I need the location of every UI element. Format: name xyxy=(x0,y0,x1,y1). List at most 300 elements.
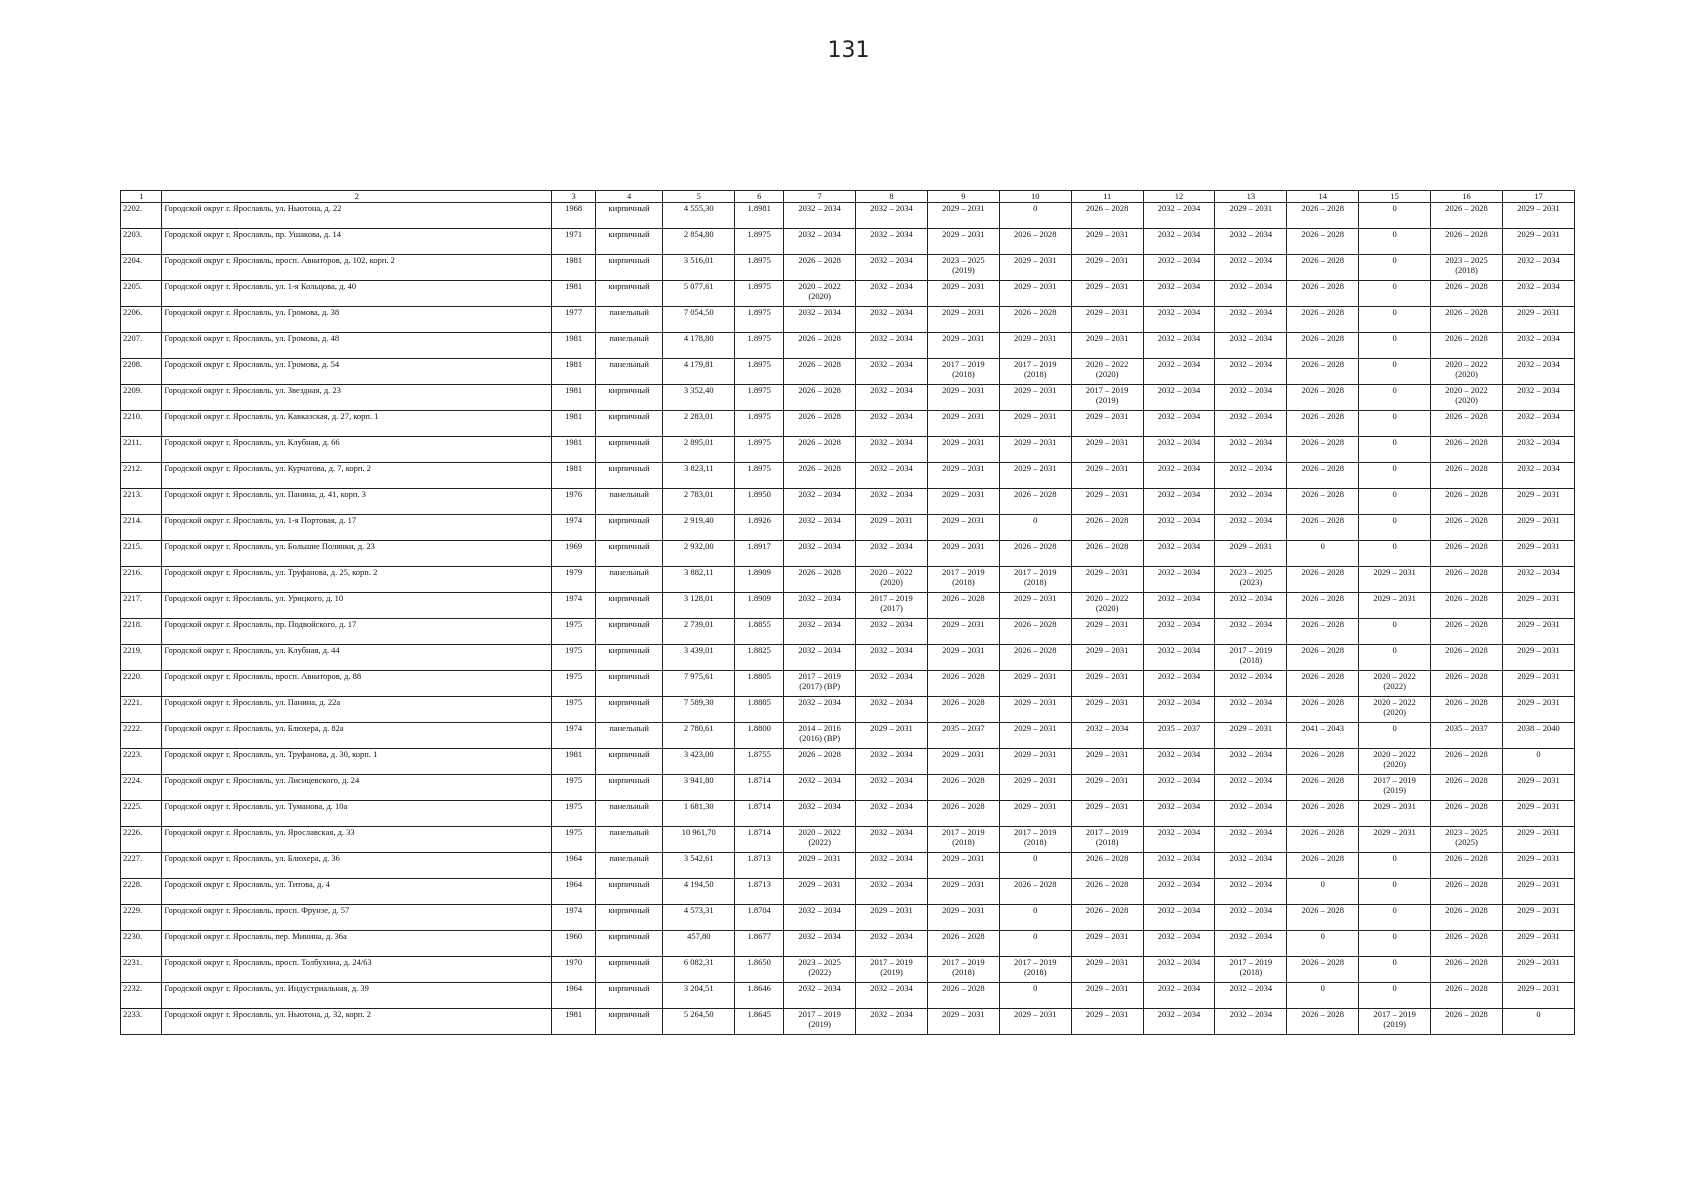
table-cell: 2032 – 2034 xyxy=(784,307,856,333)
table-cell: 2020 – 2022 (2020) xyxy=(1071,359,1143,385)
table-cell: 2032 – 2034 xyxy=(1143,775,1215,801)
table-cell: 1.8755 xyxy=(735,749,784,775)
table-cell: 2029 – 2031 xyxy=(784,879,856,905)
table-cell: 2032 – 2034 xyxy=(1502,411,1574,437)
column-number: 12 xyxy=(1143,191,1215,203)
table-cell: 2029 – 2031 xyxy=(927,229,999,255)
table-cell: 2029 – 2031 xyxy=(1071,255,1143,281)
table-cell: 2032 – 2034 xyxy=(1143,281,1215,307)
table-cell: 2035 – 2037 xyxy=(1143,723,1215,749)
table-cell: 2032 – 2034 xyxy=(1143,463,1215,489)
table-cell: 1975 xyxy=(552,827,596,853)
table-row xyxy=(121,853,1575,879)
table-cell: 2032 – 2034 xyxy=(1215,931,1287,957)
table-cell: 0 xyxy=(1502,749,1574,775)
table-cell: 1.8805 xyxy=(735,671,784,697)
table-cell: 2029 – 2031 xyxy=(1359,827,1431,853)
table-row xyxy=(121,385,1575,411)
table-cell: 2026 – 2028 xyxy=(1071,905,1143,931)
table-row xyxy=(121,957,1575,983)
table-cell: 2026 – 2028 xyxy=(1287,567,1359,593)
table-cell: 2029 – 2031 xyxy=(1071,801,1143,827)
table-cell: 3 542,61 xyxy=(663,853,735,879)
table-cell: 2020 – 2022 (2020) xyxy=(1359,749,1431,775)
address-cell: Городской округ г. Ярославль, ул. Громова, д. 48 xyxy=(162,333,552,359)
table-cell: 1.8917 xyxy=(735,541,784,567)
table-row xyxy=(121,801,1575,827)
table-cell: 2029 – 2031 xyxy=(1502,593,1574,619)
table-cell: 2029 – 2031 xyxy=(927,853,999,879)
table-cell: 2026 – 2028 xyxy=(784,385,856,411)
table-cell: панельный xyxy=(595,567,663,593)
table-cell: 2029 – 2031 xyxy=(1215,541,1287,567)
table-row xyxy=(121,671,1575,697)
table-cell: 2026 – 2028 xyxy=(1431,749,1503,775)
table-cell: 2041 – 2043 xyxy=(1287,723,1359,749)
column-number: 13 xyxy=(1215,191,1287,203)
table-cell: 2023 – 2025 (2022) xyxy=(784,957,856,983)
table-cell: 2029 – 2031 xyxy=(1071,775,1143,801)
table-row xyxy=(121,749,1575,775)
table-cell: 2032 – 2034 xyxy=(1143,593,1215,619)
table-cell: 2032 – 2034 xyxy=(1143,515,1215,541)
table-cell: 2017 – 2019 (2019) xyxy=(1071,385,1143,411)
table-cell: 5 077,61 xyxy=(663,281,735,307)
table-cell: 0 xyxy=(999,983,1071,1009)
table-cell: 2026 – 2028 xyxy=(927,983,999,1009)
table-cell: 3 823,11 xyxy=(663,463,735,489)
table-cell: 2029 – 2031 xyxy=(927,437,999,463)
table-cell: 2032 – 2034 xyxy=(856,489,928,515)
address-cell: Городской округ г. Ярославль, ул. Панина, д. 22а xyxy=(162,697,552,723)
table-cell: 2029 – 2031 xyxy=(1502,307,1574,333)
table-cell: 0 xyxy=(1359,957,1431,983)
table-cell: 1.8714 xyxy=(735,775,784,801)
table-cell: 2032 – 2034 xyxy=(856,1009,928,1035)
table-cell: 0 xyxy=(1359,853,1431,879)
table-cell: 1960 xyxy=(552,931,596,957)
address-cell: Городской округ г. Ярославль, ул. Урицкого, д. 10 xyxy=(162,593,552,619)
table-cell: 2032 – 2034 xyxy=(1143,853,1215,879)
table-cell: 1.8975 xyxy=(735,281,784,307)
table-row xyxy=(121,723,1575,749)
table-cell: 2026 – 2028 xyxy=(1287,827,1359,853)
table-cell: 2032 – 2034 xyxy=(856,307,928,333)
table-cell: 7 054,50 xyxy=(663,307,735,333)
table-cell: кирпичный xyxy=(595,203,663,229)
table-cell: 1.8713 xyxy=(735,853,784,879)
table-cell: 1.8975 xyxy=(735,333,784,359)
table-cell: 0 xyxy=(1359,619,1431,645)
table-cell: 2032 – 2034 xyxy=(1143,905,1215,931)
table-cell: 2032 – 2034 xyxy=(1143,749,1215,775)
row-number-cell: 2230. xyxy=(121,931,162,957)
address-cell: Городской округ г. Ярославль, ул. Громова, д. 54 xyxy=(162,359,552,385)
table-row xyxy=(121,229,1575,255)
table-cell: 1968 xyxy=(552,203,596,229)
table-cell: 2023 – 2025 (2018) xyxy=(1431,255,1503,281)
column-number: 4 xyxy=(595,191,663,203)
table-cell: 2026 – 2028 xyxy=(999,489,1071,515)
table-cell: 2017 – 2019 (2019) xyxy=(1359,1009,1431,1035)
table-cell: 1.8975 xyxy=(735,255,784,281)
table-cell: 0 xyxy=(1287,541,1359,567)
table-cell: панельный xyxy=(595,853,663,879)
table-cell: 2020 – 2022 (2020) xyxy=(856,567,928,593)
address-cell: Городской округ г. Ярославль, просп. Фрунзе, д. 57 xyxy=(162,905,552,931)
column-number: 6 xyxy=(735,191,784,203)
table-cell: 3 423,00 xyxy=(663,749,735,775)
table-row xyxy=(121,541,1575,567)
address-cell: Городской округ г. Ярославль, ул. Труфанова, д. 25, корп. 2 xyxy=(162,567,552,593)
table-cell: 1981 xyxy=(552,1009,596,1035)
table-cell: 2032 – 2034 xyxy=(1071,723,1143,749)
table-cell: 2029 – 2031 xyxy=(1502,775,1574,801)
table-cell: 2017 – 2019 (2018) xyxy=(999,567,1071,593)
table-cell: 2026 – 2028 xyxy=(1431,515,1503,541)
table-cell: 2032 – 2034 xyxy=(856,931,928,957)
table-body xyxy=(121,203,1575,1035)
table-cell: 1.8975 xyxy=(735,359,784,385)
address-cell: Городской округ г. Ярославль, ул. Панина, д. 41, корп. 3 xyxy=(162,489,552,515)
table-cell: 2026 – 2028 xyxy=(1287,203,1359,229)
table-cell: 2029 – 2031 xyxy=(1071,645,1143,671)
table-cell: 2026 – 2028 xyxy=(1431,567,1503,593)
address-cell: Городской округ г. Ярославль, ул. 1-я Портовая, д. 17 xyxy=(162,515,552,541)
table-cell: 0 xyxy=(1359,983,1431,1009)
table-cell: 2026 – 2028 xyxy=(927,671,999,697)
table-cell: 1981 xyxy=(552,749,596,775)
table-cell: 2029 – 2031 xyxy=(1071,463,1143,489)
table-cell: 2026 – 2028 xyxy=(1287,411,1359,437)
row-number-cell: 2215. xyxy=(121,541,162,567)
table-cell: 1.8713 xyxy=(735,879,784,905)
table-cell: 2029 – 2031 xyxy=(1071,333,1143,359)
table-cell: 2026 – 2028 xyxy=(1287,463,1359,489)
table-cell: 2032 – 2034 xyxy=(1143,489,1215,515)
table-cell: 2032 – 2034 xyxy=(1215,359,1287,385)
table-cell: 2032 – 2034 xyxy=(1502,333,1574,359)
table-cell: 2032 – 2034 xyxy=(856,983,928,1009)
column-number: 1 xyxy=(121,191,162,203)
table-cell: 1.8975 xyxy=(735,385,784,411)
table-cell: 2032 – 2034 xyxy=(1215,697,1287,723)
table-cell: 2026 – 2028 xyxy=(927,801,999,827)
row-number-cell: 2218. xyxy=(121,619,162,645)
table-cell: 2026 – 2028 xyxy=(1287,853,1359,879)
table-cell: 2026 – 2028 xyxy=(1287,437,1359,463)
table-cell: 1.8975 xyxy=(735,437,784,463)
table-cell: 2026 – 2028 xyxy=(1071,879,1143,905)
table-cell: 2032 – 2034 xyxy=(784,983,856,1009)
table-cell: 2026 – 2028 xyxy=(1431,619,1503,645)
table-row xyxy=(121,515,1575,541)
table-cell: 4 178,80 xyxy=(663,333,735,359)
table-cell: 2029 – 2031 xyxy=(1502,645,1574,671)
table-cell: кирпичный xyxy=(595,281,663,307)
table-cell: 2026 – 2028 xyxy=(784,333,856,359)
table-cell: 2029 – 2031 xyxy=(999,333,1071,359)
table-cell: 2026 – 2028 xyxy=(1431,931,1503,957)
table-cell: 2029 – 2031 xyxy=(1071,307,1143,333)
table-row xyxy=(121,593,1575,619)
table-cell: 2032 – 2034 xyxy=(1215,905,1287,931)
table-cell: 1981 xyxy=(552,281,596,307)
table-cell: 0 xyxy=(1359,229,1431,255)
table-cell: 2032 – 2034 xyxy=(1502,463,1574,489)
table-cell: 3 882,11 xyxy=(663,567,735,593)
table-cell: панельный xyxy=(595,801,663,827)
table-cell: 2020 – 2022 (2020) xyxy=(1359,697,1431,723)
table-cell: 2032 – 2034 xyxy=(1215,879,1287,905)
table-cell: 2032 – 2034 xyxy=(856,229,928,255)
table-cell: 1981 xyxy=(552,385,596,411)
table-cell: 2029 – 2031 xyxy=(999,697,1071,723)
table-cell: 0 xyxy=(1359,463,1431,489)
table-cell: 2017 – 2019 (2019) xyxy=(784,1009,856,1035)
column-number-row xyxy=(121,191,1575,203)
table-cell: 2032 – 2034 xyxy=(1215,489,1287,515)
table-cell: 2032 – 2034 xyxy=(1143,983,1215,1009)
table-cell: 2017 – 2019 (2018) xyxy=(999,957,1071,983)
table-cell: панельный xyxy=(595,307,663,333)
page-number: 131 xyxy=(827,38,870,63)
table-cell: 2035 – 2037 xyxy=(1431,723,1503,749)
table-cell: 0 xyxy=(1359,931,1431,957)
table-cell: 2029 – 2031 xyxy=(1502,931,1574,957)
table-row xyxy=(121,333,1575,359)
table-cell: 0 xyxy=(1359,281,1431,307)
table-cell: 2 783,01 xyxy=(663,489,735,515)
table-cell: 2032 – 2034 xyxy=(1215,307,1287,333)
table-cell: 2032 – 2034 xyxy=(1215,333,1287,359)
table-cell: 2029 – 2031 xyxy=(1071,697,1143,723)
table-cell: 2032 – 2034 xyxy=(856,853,928,879)
table-cell: 2026 – 2028 xyxy=(1287,1009,1359,1035)
table-cell: 1.8975 xyxy=(735,229,784,255)
table-cell: 2017 – 2019 (2019) xyxy=(1359,775,1431,801)
table-cell: 2029 – 2031 xyxy=(927,281,999,307)
row-number-cell: 2204. xyxy=(121,255,162,281)
table-cell: 2029 – 2031 xyxy=(1071,749,1143,775)
row-number-cell: 2203. xyxy=(121,229,162,255)
row-number-cell: 2209. xyxy=(121,385,162,411)
table-cell: 2032 – 2034 xyxy=(784,489,856,515)
table-cell: 1970 xyxy=(552,957,596,983)
table-cell: кирпичный xyxy=(595,931,663,957)
table-cell: 2032 – 2034 xyxy=(1215,619,1287,645)
table-cell: 0 xyxy=(1359,515,1431,541)
table-cell: кирпичный xyxy=(595,983,663,1009)
table-cell: 2032 – 2034 xyxy=(1215,515,1287,541)
table-cell: 2026 – 2028 xyxy=(927,697,999,723)
table-cell: 2026 – 2028 xyxy=(1287,359,1359,385)
table-cell: 2029 – 2031 xyxy=(856,723,928,749)
row-number-cell: 2219. xyxy=(121,645,162,671)
table-cell: 2 739,01 xyxy=(663,619,735,645)
table-cell: 2026 – 2028 xyxy=(1287,385,1359,411)
table-cell: 2029 – 2031 xyxy=(999,749,1071,775)
table-cell: 2026 – 2028 xyxy=(1431,203,1503,229)
table-cell: 0 xyxy=(1359,437,1431,463)
table-cell: 1.8714 xyxy=(735,801,784,827)
table-cell: 2032 – 2034 xyxy=(856,541,928,567)
table-cell: 2029 – 2031 xyxy=(999,593,1071,619)
table-row xyxy=(121,645,1575,671)
table-cell: 0 xyxy=(1359,203,1431,229)
table-cell: 3 516,01 xyxy=(663,255,735,281)
table-cell: 2032 – 2034 xyxy=(784,931,856,957)
table-cell: 5 264,50 xyxy=(663,1009,735,1035)
table-cell: 2032 – 2034 xyxy=(1215,229,1287,255)
table-cell: кирпичный xyxy=(595,957,663,983)
table-cell: кирпичный xyxy=(595,671,663,697)
table-cell: 2026 – 2028 xyxy=(1287,957,1359,983)
table-cell: 2032 – 2034 xyxy=(1215,593,1287,619)
table-cell: 1977 xyxy=(552,307,596,333)
table-cell: 2026 – 2028 xyxy=(1431,229,1503,255)
table-cell: 2017 – 2019 (2018) xyxy=(1215,645,1287,671)
table-row xyxy=(121,359,1575,385)
table-cell: 1.8646 xyxy=(735,983,784,1009)
table-row xyxy=(121,411,1575,437)
column-number: 15 xyxy=(1359,191,1431,203)
table-cell: кирпичный xyxy=(595,463,663,489)
housing-registry-table xyxy=(120,190,1575,1035)
address-cell: Городской округ г. Ярославль, ул. Кавказская, д. 27, корп. 1 xyxy=(162,411,552,437)
table-cell: 1971 xyxy=(552,229,596,255)
table-cell: 2032 – 2034 xyxy=(856,385,928,411)
table-cell: 1.8714 xyxy=(735,827,784,853)
table-cell: 2032 – 2034 xyxy=(856,619,928,645)
table-cell: кирпичный xyxy=(595,255,663,281)
table-cell: 1975 xyxy=(552,801,596,827)
table-cell: 1981 xyxy=(552,463,596,489)
table-cell: 2029 – 2031 xyxy=(927,879,999,905)
column-number: 5 xyxy=(663,191,735,203)
address-cell: Городской округ г. Ярославль, ул. Блюхера, д. 36 xyxy=(162,853,552,879)
table-cell: 2020 – 2022 (2020) xyxy=(1431,359,1503,385)
table-cell: 2026 – 2028 xyxy=(999,229,1071,255)
table-cell: 2029 – 2031 xyxy=(1071,489,1143,515)
table-cell: 0 xyxy=(1359,489,1431,515)
table-cell: 2032 – 2034 xyxy=(784,541,856,567)
table-cell: 2029 – 2031 xyxy=(1215,203,1287,229)
table-cell: 1975 xyxy=(552,671,596,697)
table-cell: 2029 – 2031 xyxy=(1502,983,1574,1009)
table-cell: 2029 – 2031 xyxy=(999,463,1071,489)
column-number: 7 xyxy=(784,191,856,203)
table-cell: кирпичный xyxy=(595,385,663,411)
table-cell: 2032 – 2034 xyxy=(1143,333,1215,359)
table-cell: 1981 xyxy=(552,333,596,359)
table-cell: 2026 – 2028 xyxy=(1287,697,1359,723)
table-cell: 2032 – 2034 xyxy=(1143,203,1215,229)
table-cell: 1975 xyxy=(552,619,596,645)
table-cell: 1.8950 xyxy=(735,489,784,515)
table-cell: 2032 – 2034 xyxy=(1215,801,1287,827)
table-cell: 2032 – 2034 xyxy=(1143,931,1215,957)
address-cell: Городской округ г. Ярославль, ул. Ньютона, д. 22 xyxy=(162,203,552,229)
table-cell: 2026 – 2028 xyxy=(784,411,856,437)
table-row xyxy=(121,567,1575,593)
table-cell: 0 xyxy=(1359,879,1431,905)
table-row xyxy=(121,879,1575,905)
table-cell: 2026 – 2028 xyxy=(1287,281,1359,307)
table-cell: 2026 – 2028 xyxy=(784,749,856,775)
table-cell: 2032 – 2034 xyxy=(1143,541,1215,567)
address-cell: Городской округ г. Ярославль, ул. Лисицевского, д. 24 xyxy=(162,775,552,801)
row-number-cell: 2226. xyxy=(121,827,162,853)
table-cell: панельный xyxy=(595,359,663,385)
table-cell: 1974 xyxy=(552,515,596,541)
table-cell: 2029 – 2031 xyxy=(999,723,1071,749)
table-cell: 2 932,00 xyxy=(663,541,735,567)
table-cell: 2032 – 2034 xyxy=(1502,567,1574,593)
table-cell: 3 204,51 xyxy=(663,983,735,1009)
table-cell: 1964 xyxy=(552,853,596,879)
table-cell: 2029 – 2031 xyxy=(927,905,999,931)
row-number-cell: 2211. xyxy=(121,437,162,463)
table-cell: 2026 – 2028 xyxy=(784,463,856,489)
table-cell: 2029 – 2031 xyxy=(999,385,1071,411)
table-row xyxy=(121,489,1575,515)
table-cell: 2026 – 2028 xyxy=(1431,983,1503,1009)
table-row xyxy=(121,307,1575,333)
table-cell: 2032 – 2034 xyxy=(784,905,856,931)
table-cell: 2032 – 2034 xyxy=(1143,645,1215,671)
table-cell: 1969 xyxy=(552,541,596,567)
row-number-cell: 2213. xyxy=(121,489,162,515)
column-number: 2 xyxy=(162,191,552,203)
table-cell: 1964 xyxy=(552,879,596,905)
table-row xyxy=(121,619,1575,645)
address-cell: Городской округ г. Ярославль, просп. Толбухина, д. 24/63 xyxy=(162,957,552,983)
table-cell: 2032 – 2034 xyxy=(784,619,856,645)
table-row xyxy=(121,437,1575,463)
row-number-cell: 2227. xyxy=(121,853,162,879)
row-number-cell: 2223. xyxy=(121,749,162,775)
row-number-cell: 2224. xyxy=(121,775,162,801)
table-cell: 2029 – 2031 xyxy=(1359,593,1431,619)
table-cell: 2029 – 2031 xyxy=(927,489,999,515)
table-cell: 2032 – 2034 xyxy=(1215,463,1287,489)
address-cell: Городской округ г. Ярославль, ул. Индустриальная, д. 39 xyxy=(162,983,552,1009)
table-cell: 2029 – 2031 xyxy=(1071,411,1143,437)
table-cell: 2038 – 2040 xyxy=(1502,723,1574,749)
address-cell: Городской округ г. Ярославль, просп. Авиаторов, д. 102, корп. 2 xyxy=(162,255,552,281)
table-cell: 2026 – 2028 xyxy=(927,931,999,957)
table-cell: 2029 – 2031 xyxy=(999,775,1071,801)
table-cell: 2032 – 2034 xyxy=(1215,749,1287,775)
table-cell: 2032 – 2034 xyxy=(856,281,928,307)
table-cell: 1 681,30 xyxy=(663,801,735,827)
address-cell: Городской округ г. Ярославль, ул. 1-я Кольцова, д. 40 xyxy=(162,281,552,307)
table-cell: 2029 – 2031 xyxy=(1071,567,1143,593)
table-cell: панельный xyxy=(595,489,663,515)
table-cell: 7 589,30 xyxy=(663,697,735,723)
table-cell: 2029 – 2031 xyxy=(1071,671,1143,697)
table-cell: 2017 – 2019 (2018) xyxy=(999,827,1071,853)
table-cell: 2 780,61 xyxy=(663,723,735,749)
table-cell: 2026 – 2028 xyxy=(999,645,1071,671)
table-cell: 2026 – 2028 xyxy=(1431,1009,1503,1035)
table-cell: 2032 – 2034 xyxy=(1502,281,1574,307)
table-cell: 2032 – 2034 xyxy=(856,255,928,281)
table-cell: 2029 – 2031 xyxy=(1502,619,1574,645)
table-cell: 2026 – 2028 xyxy=(1287,775,1359,801)
table-cell: 2029 – 2031 xyxy=(1071,281,1143,307)
